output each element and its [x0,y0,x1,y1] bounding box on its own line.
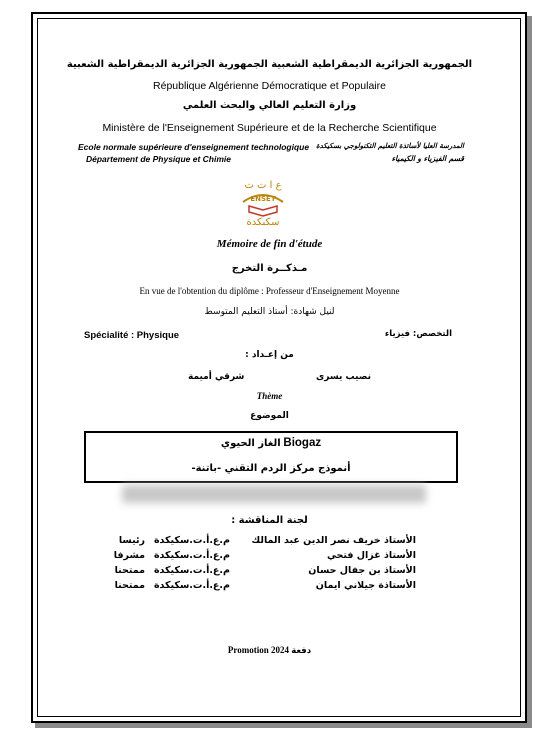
ar-republic: الجمهورية الجزائرية الديمقراطية الشعبية الجمهورية الجزائرية الديمقراطية الشعبية [66,59,473,70]
jury-inst-2: م.ع.أ.ت.سكيكدة [153,550,230,561]
jury-inst-3: م.ع.أ.ت.سكيكدة [153,565,230,576]
promotion-ar: دفعة [291,646,312,656]
theme-line2: أنموذج مركز الردم التقني -باتنة- [191,463,351,474]
fr-purpose: En vue de l'obtention du diplôme : Professeur d'Enseignement Moyenne [139,286,400,296]
jury-label: لجنة المناقشة : [231,515,308,526]
ar-purpose: لنيل شهادة: أستاذ التعليم المتوسط [204,307,335,317]
ar-ministry: وزارة التعليم العالي والبحث العلمي [182,100,357,111]
fr-republic: République Algérienne Démocratique et Populaire [153,80,386,92]
ar-theme-label: الموضوع [250,411,289,421]
theme-line1-ar: الغاز الحيوي [220,438,281,449]
jury-inst-1: م.ع.أ.ت.سكيكدة [153,535,230,546]
ar-memoire-title: مـذكــرة التخرج [231,263,308,274]
theme-line1 [86,437,456,449]
promotion-line [0,645,539,656]
logo-emblem-icon [235,178,291,226]
fr-memoire-title: Mémoire de fin d'étude [216,238,323,250]
promotion-fr: Promotion 2024 [227,645,289,655]
page-shadow-bottom [35,723,532,728]
student-2: شرقي أميمة [188,372,245,382]
fr-school: Ecole normale supérieure d'enseignement technologique [78,142,310,152]
logo-acronym: ENSET [250,195,276,203]
jury-role-4: ممتحنا [114,580,145,591]
jury-role-2: مشرفا [113,550,145,561]
jury-role-3: ممتحنا [114,565,145,576]
ar-specialty: التخصص: فيزياء [384,329,452,339]
logo-city: سكيكدة [246,217,280,226]
logo-top-text: ع ا ت ت [244,180,282,191]
logo-book-icon [249,206,277,216]
fr-specialty: Spécialité : Physique [84,330,180,341]
jury-name-1: الأستاذ خريف نصر الدين عبد المالك [251,535,416,546]
jury-name-3: الأستاذ بن جفال حسان [308,565,416,576]
fr-department: Département de Physique et Chimie [86,154,232,164]
jury-inst-4: م.ع.أ.ت.سكيكدة [153,580,230,591]
prepared-label: من إعـداد : [245,350,294,360]
school-logo [235,178,291,226]
ar-school: المدرسة العليا لأساتذة التعليم التكنولوجي بسكيكدة [315,142,464,150]
fr-ministry: Ministère de l'Enseignement Supérieure et de la Recherche Scientifique [102,122,437,134]
student-1: نصيب يسرى [316,372,371,382]
jury-name-2: الأستاذ غزال فتحي [326,550,416,561]
theme-box-shadow [122,485,426,503]
jury-name-4: الأستاذة جيلاني ايمان [315,580,416,591]
theme-line1-fr: Biogaz [283,437,322,449]
jury-role-1: رئيسا [118,535,145,546]
fr-theme-label: Thème [256,391,283,401]
theme-box [84,431,458,483]
ar-department: قسم الفيزياء و الكيمياء [391,154,464,163]
